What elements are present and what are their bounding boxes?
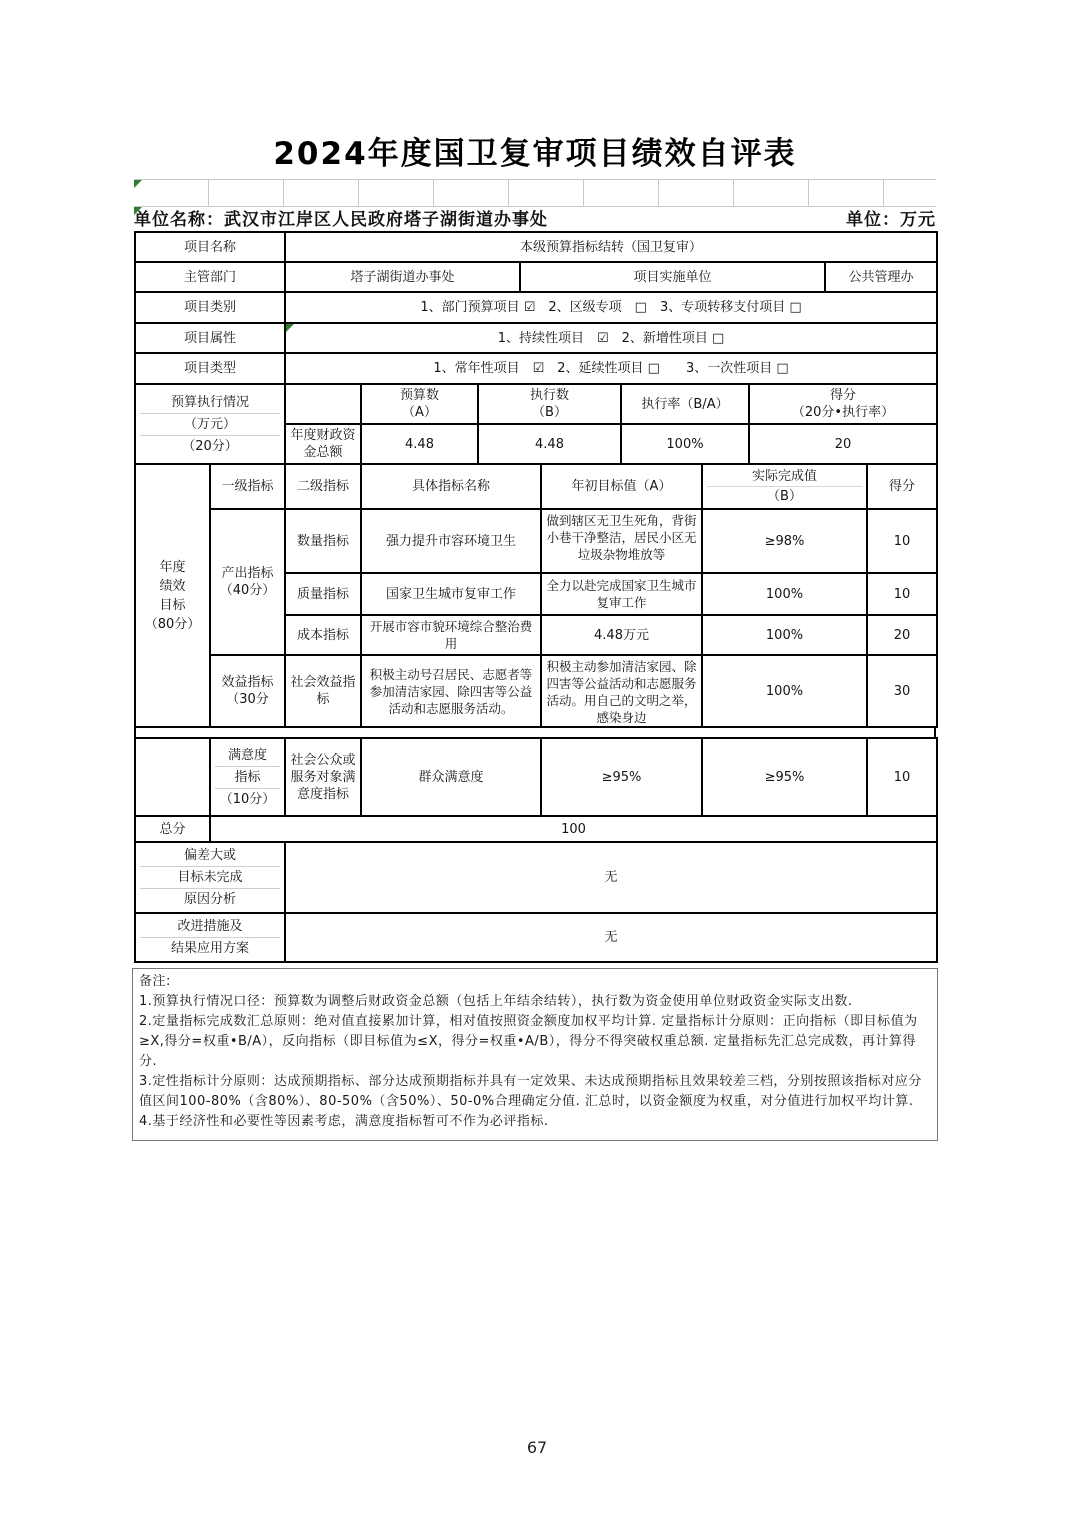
benefit-indicator-name: 积极主动号召居民、志愿者等参加清洁家园、除四害等公益活动和志愿服务活动。 — [361, 655, 541, 727]
budget-number-header: 预算数 （A） — [361, 384, 478, 424]
impl-unit-value: 公共管理办 — [825, 262, 937, 292]
dept-label: 主管部门 — [135, 262, 285, 292]
header-score: 得分 — [867, 464, 937, 509]
budget-number-value: 4.48 — [361, 424, 478, 464]
impl-unit-label: 项目实施单位 — [520, 262, 825, 292]
budget-section-label: 预算执行情况 （万元） （20分） — [135, 384, 285, 464]
cost-actual: 100% — [702, 615, 867, 655]
header-level1: 一级指标 — [210, 464, 285, 509]
type-label: 项目类型 — [135, 353, 285, 384]
cost-target: 4.48万元 — [541, 615, 702, 655]
exec-number-value: 4.48 — [478, 424, 621, 464]
benefit-actual: 100% — [702, 655, 867, 727]
satisfaction-indicator-name: 群众满意度 — [361, 738, 541, 816]
attribute-checkboxes: 1、持续性项目 ☑ 2、新增性项目 □ — [285, 323, 937, 353]
notes-title: 备注: — [139, 974, 171, 989]
header-level2: 二级指标 — [285, 464, 361, 509]
quantity-score: 10 — [867, 509, 937, 573]
notes-section — [132, 968, 938, 1141]
quality-score: 10 — [867, 573, 937, 615]
annual-goal-label: 年度 绩效 目标 （80分） — [135, 464, 210, 727]
budget-empty-cell — [285, 384, 361, 424]
quality-indicator-name: 国家卫生城市复审工作 — [361, 573, 541, 615]
type-checkboxes: 1、常年性项目 ☑ 2、延续性项目 □ 3、一次性项目 □ — [285, 353, 937, 384]
deviation-label: 偏差大或 目标未完成 原因分析 — [135, 842, 285, 913]
project-info-table — [134, 231, 938, 385]
unit-name-row — [134, 207, 936, 231]
analysis-table — [134, 841, 938, 963]
total-score-label: 总分 — [135, 816, 210, 842]
note-item: 1.预算执行情况口径：预算数为调整后财政资金总额（包括上年结余结转），执行数为资金使用单位财政资金实际支出数. — [139, 994, 853, 1009]
benefit-indicator-group: 效益指标 （30分 — [210, 655, 285, 727]
cell-flag-triangle-icon — [134, 207, 142, 215]
header-indicator-name: 具体指标名称 — [361, 464, 541, 509]
quality-target: 全力以赴完成国家卫生城市复审工作 — [541, 573, 702, 615]
cell-flag-triangle-icon — [286, 324, 294, 332]
category-checkboxes: 1、部门预算项目 ☑ 2、区级专项 □ 3、专项转移支付项目 □ — [285, 292, 937, 323]
header-target: 年初目标值（A） — [541, 464, 702, 509]
improvement-value: 无 — [285, 913, 937, 962]
page-title: 2024年度国卫复审项目绩效自评表 — [273, 136, 797, 172]
project-name-label: 项目名称 — [135, 232, 285, 262]
output-indicator-group: 产出指标 （40分） — [210, 509, 285, 655]
table-gap — [134, 728, 936, 737]
satisfaction-score: 10 — [867, 738, 937, 816]
total-score-value: 100 — [210, 816, 937, 842]
cost-score: 20 — [867, 615, 937, 655]
quantity-target: 做到辖区无卫生死角，背街小巷干净整洁，居民小区无垃圾杂物堆放等 — [541, 509, 702, 573]
quantity-indicator-name: 强力提升市容环境卫生 — [361, 509, 541, 573]
improvement-label: 改进措施及 结果应用方案 — [135, 913, 285, 962]
score-header: 得分 （20分•执行率） — [749, 384, 937, 424]
note-item: 3.定性指标计分原则：达成预期指标、部分达成预期指标并具有一定效果、未达成预期指标且效果较差三档，分别按照该指标对应分值区间100-80%（含80%）、80-50%（含50%）、50-0%合理确定分值. 汇总时，以资金额度为权重，对分值进行加权平均计算. — [139, 1074, 922, 1109]
spreadsheet-sheet — [134, 136, 936, 1141]
quality-actual: 100% — [702, 573, 867, 615]
cost-indicator-name: 开展市容市貌环境综合整治费用 — [361, 615, 541, 655]
indicators-table — [134, 463, 938, 728]
satisfaction-target: ≥95% — [541, 738, 702, 816]
page-number: 67 — [526, 1438, 548, 1457]
attribute-label: 项目属性 — [135, 323, 285, 353]
satisfaction-group-label: 满意度 指标 （10分） — [210, 738, 285, 816]
benefit-target: 积极主动参加清洁家园、除四害等公益活动和志愿服务活动。用自己的文明之举，感染身边 — [541, 655, 702, 727]
cell-flag-triangle-icon — [134, 180, 142, 188]
exec-rate-header: 执行率（B/A） — [621, 384, 749, 424]
satisfaction-table — [134, 737, 938, 843]
dept-value: 塔子湖街道办事处 — [285, 262, 520, 292]
cost-indicator-label: 成本指标 — [285, 615, 361, 655]
quantity-indicator-label: 数量指标 — [285, 509, 361, 573]
unit-currency-text: 单位：万元 — [846, 210, 936, 230]
note-item: 4.基于经济性和必要性等因素考虑，满意度指标暂可不作为必评指标. — [139, 1114, 549, 1129]
category-label: 项目类别 — [135, 292, 285, 323]
exec-number-header: 执行数 （B） — [478, 384, 621, 424]
budget-execution-table — [134, 383, 938, 465]
score-value: 20 — [749, 424, 937, 464]
project-name-value: 本级预算指标结转（国卫复审） — [285, 232, 937, 262]
note-item: 2.定量指标完成数汇总原则：绝对值直接累加计算，相对值按照资金额度加权平均计算. 定量指标计分原则：正向指标（即目标值为≥X,得分=权重•B/A），反向指标（即目标值为≤X，得分=权重•A/B），得分不得突破权重总额. 定量指标先汇总完成数，再计算得分. — [139, 1014, 918, 1069]
social-benefit-label: 社会效益指标 — [285, 655, 361, 727]
satisfaction-actual: ≥95% — [702, 738, 867, 816]
unit-name-text: 单位名称：武汉市江岸区人民政府塔子湖街道办事处 — [134, 210, 548, 230]
header-actual: 实际完成值 （B） — [702, 464, 867, 509]
annual-fund-label: 年度财政资金总额 — [285, 424, 361, 464]
quality-indicator-label: 质量指标 — [285, 573, 361, 615]
deviation-value: 无 — [285, 842, 937, 913]
exec-rate-value: 100% — [621, 424, 749, 464]
empty-spreadsheet-row — [134, 179, 936, 207]
benefit-score: 30 — [867, 655, 937, 727]
quantity-actual: ≥98% — [702, 509, 867, 573]
satisfaction-level2-label: 社会公众或服务对象满意度指标 — [285, 738, 361, 816]
satisfaction-empty-cell — [135, 738, 210, 816]
